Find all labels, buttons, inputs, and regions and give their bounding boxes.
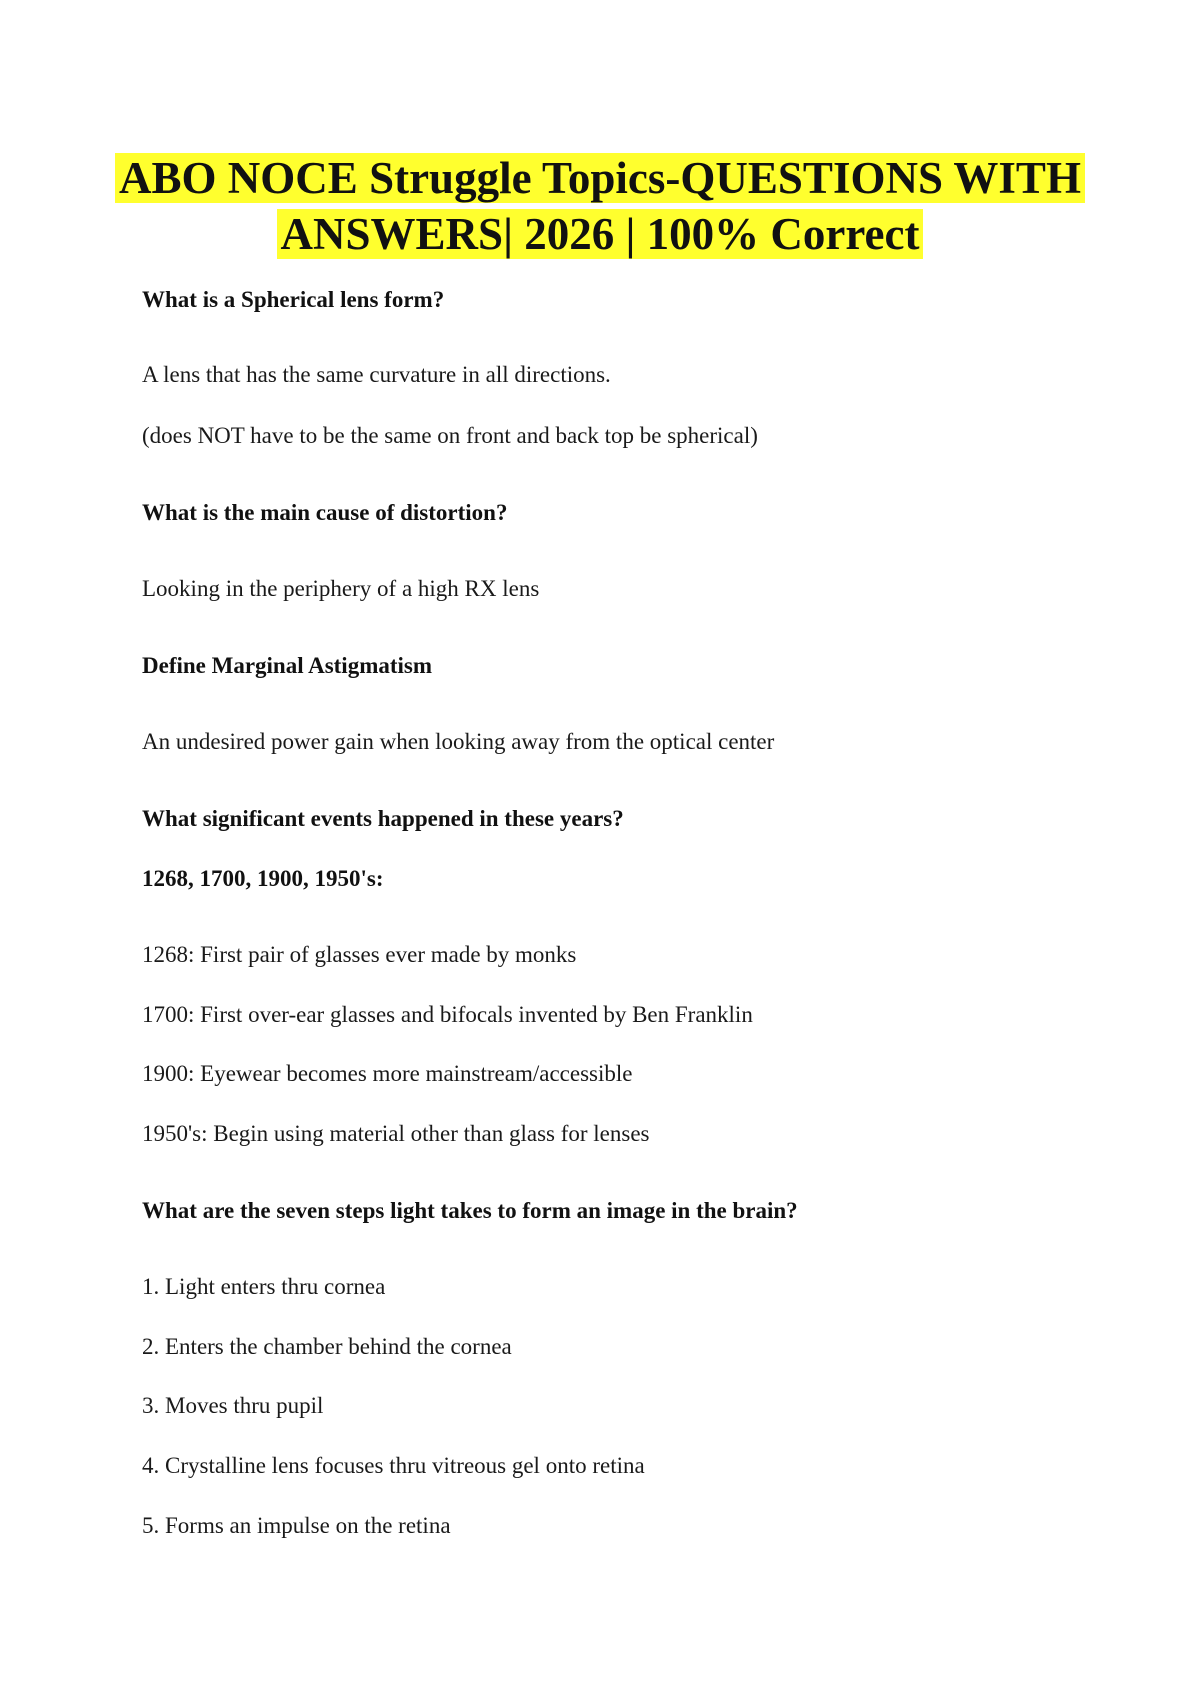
title-line-2: ANSWERS| 2026 | 100% Correct bbox=[277, 209, 924, 259]
question-marginal-astigmatism: Define Marginal Astigmatism bbox=[142, 653, 433, 678]
answer-1700: 1700: First over-ear glasses and bifocals invented by Ben Franklin bbox=[142, 1002, 753, 1027]
answer-spherical-lens-note: (does NOT have to be the same on front and back top be spherical) bbox=[142, 423, 758, 448]
answer-1900: 1900: Eyewear becomes more mainstream/accessible bbox=[142, 1061, 633, 1086]
question-spherical-lens: What is a Spherical lens form? bbox=[142, 287, 445, 312]
answer-1268: 1268: First pair of glasses ever made by monks bbox=[142, 942, 577, 967]
step-5: 5. Forms an impulse on the retina bbox=[142, 1513, 451, 1538]
question-seven-steps: What are the seven steps light takes to form an image in the brain? bbox=[142, 1198, 798, 1223]
question-years: 1268, 1700, 1900, 1950's: bbox=[142, 866, 384, 891]
question-significant-events: What significant events happened in these years? bbox=[142, 806, 624, 831]
answer-spherical-lens: A lens that has the same curvature in all directions. bbox=[142, 362, 611, 387]
document-title bbox=[100, 150, 1100, 262]
step-4: 4. Crystalline lens focuses thru vitreous gel onto retina bbox=[142, 1453, 645, 1478]
step-1: 1. Light enters thru cornea bbox=[142, 1274, 386, 1299]
answer-marginal-astigmatism: An undesired power gain when looking away from the optical center bbox=[142, 729, 775, 754]
question-distortion: What is the main cause of distortion? bbox=[142, 500, 508, 525]
answer-distortion: Looking in the periphery of a high RX lens bbox=[142, 576, 540, 601]
answer-1950s: 1950's: Begin using material other than glass for lenses bbox=[142, 1121, 650, 1146]
step-3: 3. Moves thru pupil bbox=[142, 1393, 324, 1418]
step-2: 2. Enters the chamber behind the cornea bbox=[142, 1334, 512, 1359]
title-line-1: ABO NOCE Struggle Topics-QUESTIONS WITH bbox=[115, 153, 1085, 203]
